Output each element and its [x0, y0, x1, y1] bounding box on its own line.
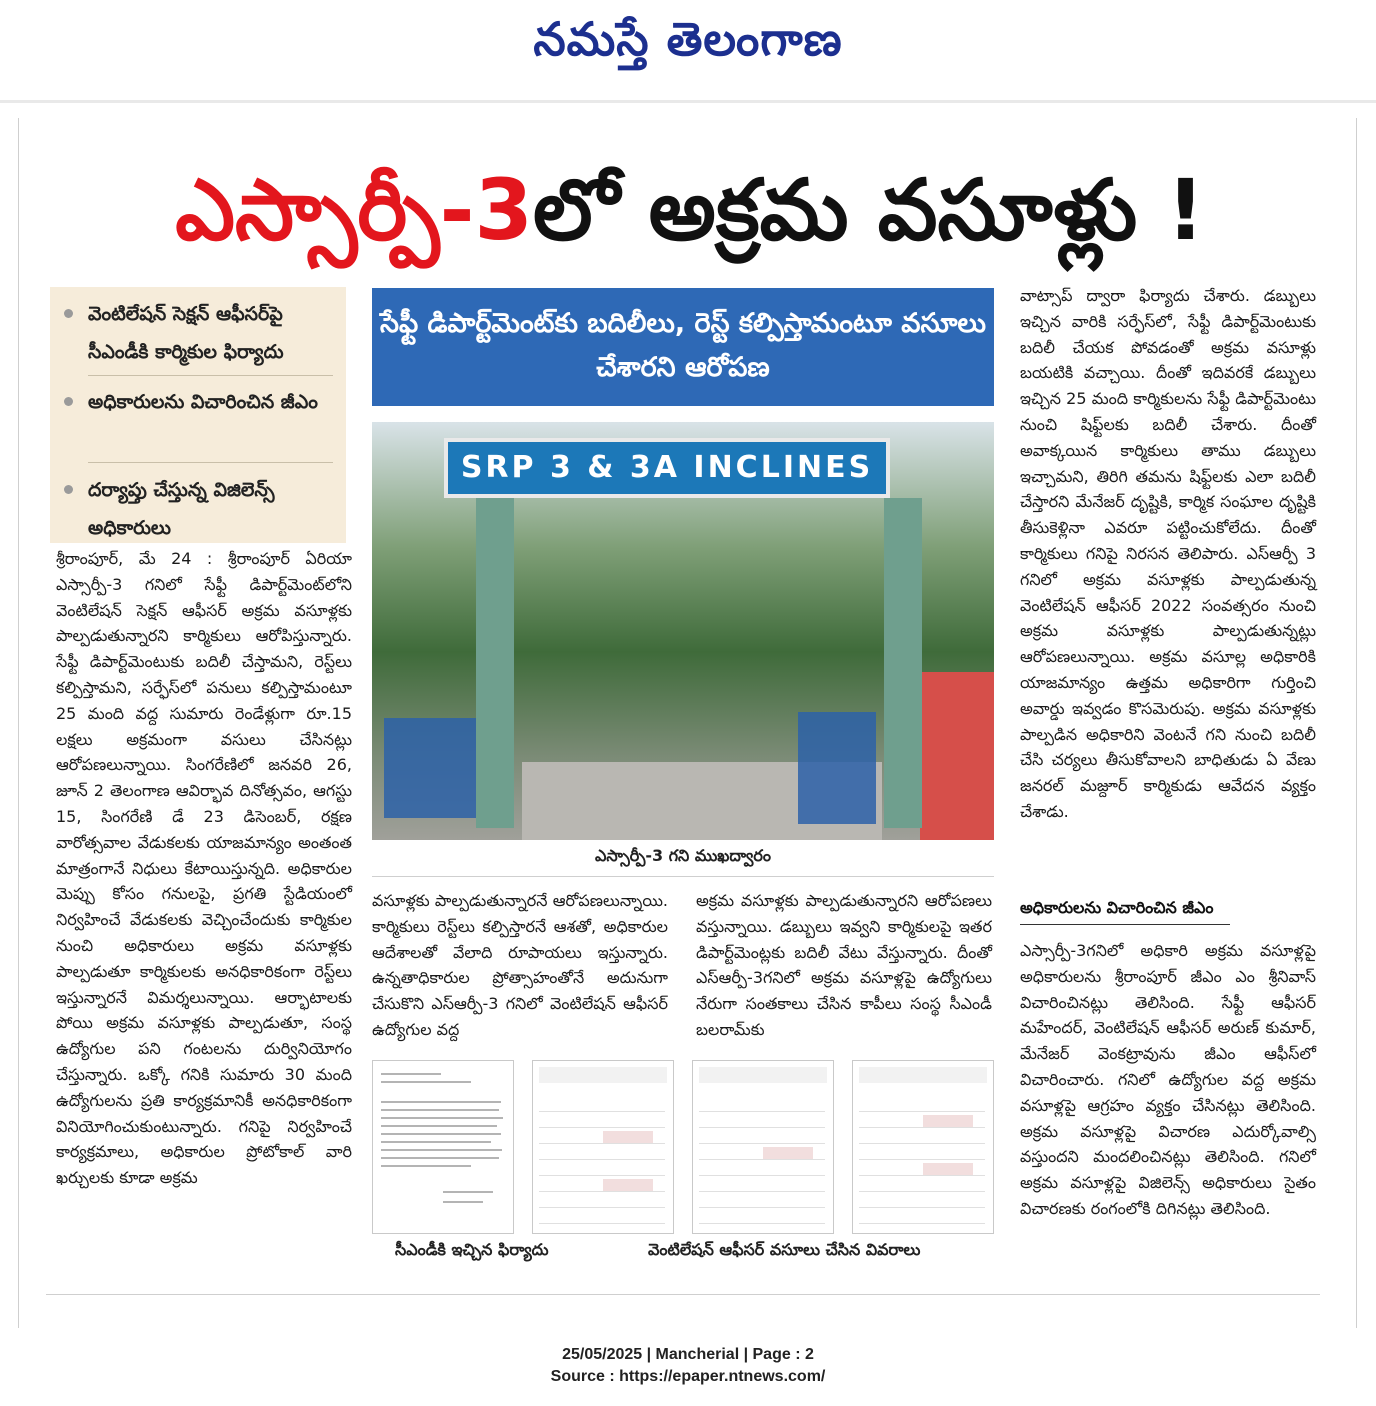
footer-date-edition: 25/05/2025 | Mancherial | Page : 2	[562, 1346, 814, 1363]
doc-row	[699, 1213, 825, 1224]
mine-entrance-photo	[372, 422, 994, 840]
page-border-left	[18, 118, 19, 1328]
article-column-4	[1020, 283, 1316, 825]
complaint-letter-image	[372, 1060, 514, 1234]
doc-line	[381, 1133, 501, 1135]
complaint-caption: సీఎండీకి ఇచ్చిన ఫిర్యాదు	[395, 1240, 549, 1259]
article-column-2	[372, 888, 668, 1043]
doc-row	[859, 1149, 985, 1160]
photo-gate-right	[798, 712, 876, 824]
doc-line	[381, 1109, 499, 1111]
section-subheading: అధికారులను విచారించిన జీఎం	[1020, 898, 1214, 917]
headline	[40, 150, 1340, 270]
article-column-1	[56, 546, 352, 1191]
bullet-icon	[64, 309, 73, 318]
doc-line	[381, 1157, 499, 1159]
highlight-text: వెంటిలేషన్ సెక్షన్ ఆఫీసర్‌పై సీఎండీకి కార్మికుల ఫిర్యాదు	[88, 303, 284, 363]
masthead-logo: నమస్తే తెలంగాణ	[533, 12, 843, 66]
doc-row	[539, 1101, 665, 1112]
doc-row	[699, 1181, 825, 1192]
details-caption: వెంటిలేషన్ ఆఫీసర్ వసూలు చేసిన వివరాలు	[648, 1240, 921, 1259]
doc-row	[859, 1181, 985, 1192]
photo-pillar-left	[476, 498, 514, 828]
article-paragraph: వాట్సాప్ ద్వారా ఫిర్యాదు చేశారు. డబ్బులు ఇచ్చిన వారికి సర్ఫేస్‌లో, సేఫ్టీ డిపార్ట్‌మెంటుకు బదిలీ చేయక పోవడంతో అక్రమ వసూళ్లు బయటికి వచ్చాయి. దీంతో ఇదివరకే డబ్బులు ఇచ్చిన 25 మంది కార్మికులను సేఫ్టీ డిపార్ట్‌మెంటు నుంచి షిఫ్ట్‌లకు బదిలీ చేశారు. దీంతో అవాక్కయిన కార్మికులు తాము డబ్బులు ఇచ్చామని, తిరిగి తమను షిఫ్ట్‌లకు ఎలా బదిలీ చేస్తారని మేనేజర్ దృష్టికి, కార్మిక సంఘాల దృష్టికి తీసుకెళ్లినా ఎవరూ పట్టించుకోలేదు. దీంతో కార్మికులు గనిపై నిరసన తెలిపారు. ఎస్ఆర్పీ 3 గనిలో అక్రమ వసూళ్లకు పాల్పడుతున్న వెంటిలేషన్ ఆఫీసర్ 2022 సంవత్సరం నుంచి అక్రమ వసూళ్లకు పాల్పడుతున్నట్లు ఆరోపణలున్నాయి. అక్రమ వసూల్ల అధికారికి యాజమాన్యం ఉత్తమ అధికారిగా గుర్తించి అవార్డు ఇవ్వడం కొసమెరుపు. అక్రమ వసూళ్లకు పాల్పడిన అధికారిని వెంటనే గని నుంచి బదిలీ చేసి చర్యలు తీసుకోవాలని బాధితుడు ఏ వేణు జనరల్ మజ్దూర్ కార్మికుడు ఆవేదన వ్యక్తం చేశాడు.	[1020, 286, 1316, 821]
doc-row	[699, 1165, 825, 1176]
doc-header	[859, 1067, 987, 1083]
doc-row	[539, 1197, 665, 1208]
doc-line	[443, 1191, 493, 1193]
statement-table-image	[692, 1060, 834, 1234]
photo-pillar-right	[884, 498, 922, 828]
doc-row	[859, 1213, 985, 1224]
doc-row	[539, 1213, 665, 1224]
doc-row	[539, 1149, 665, 1160]
article-paragraph: శ్రీరాంపూర్, మే 24 : శ్రీరాంపూర్ ఏరియా ఎస్సార్పీ-3 గనిలో సేఫ్టీ డిపార్ట్‌మెంట్‌లోని వెంటిలేషన్ సెక్షన్ ఆఫీసర్ అక్రమ వసూళ్లకు పాల్పడుతున్నారని కార్మికులు ఆరోపిస్తున్నారు. సేఫ్టీ డిపార్ట్‌మెంటుకు బదిలీ చేస్తామని, రెస్ట్‌లు కల్పిస్తామని, సర్ఫేస్‌లో పనులు కల్పిస్తామంటూ 25 మంది వద్ద సుమారు రెండేళ్లుగా రూ.15 లక్షలు అక్రమంగా వసులు చేసినట్లు ఆరోపణలున్నాయి. సింగరేణిలో జనవరి 26, జూన్ 2 తెలంగాణ ఆవిర్భావ దినోత్సవం, ఆగస్టు 15, సింగరేణి డే 23 డిసెంబర్, రక్షణ వారోత్సవాల వేడుకలకు యాజమాన్యం అంతంత మాత్రంగానే నిధులు కేటాయిస్తున్నది. అధికారుల మెప్పు కోసం గనులపై, ప్రగతి స్టేడియంలో నిర్వహించే వేడుకలకు వెచ్చించేందుకు కార్మికుల నుంచి అధికారులు అక్రమ వసూళ్లకు పాల్పడుతూ కార్మికులకు అనధికారికంగా రెస్ట్‌లు ఇస్తున్నారనే విమర్శలున్నాయి. ఆర్భాటాలకు పోయి అక్రమ వసూళ్లకు పాల్పడుతూ, సంస్థ ఉద్యోగుల పని గంటలను దుర్వినియోగం చేస్తున్నారు. ఒక్కో గనికి సుమారు 30 మంది ఉద్యోగులను ప్రతి కార్యక్రమానికీ అనధికారికంగా వినియోగించుకుంటున్నారు. గనిపై నిర్వహించే కార్యక్రమాలు, అధికారుల ప్రోటోకాల్ వారి ఖర్చులకు కూడా అక్రమ	[56, 549, 352, 1188]
doc-line	[381, 1117, 503, 1119]
doc-line	[381, 1081, 471, 1083]
page-border-right	[1356, 118, 1357, 1328]
highlight-text: అధికారులను విచారించిన జీఎం	[88, 391, 318, 413]
doc-line	[381, 1165, 471, 1167]
subheading-underline	[1020, 924, 1230, 925]
doc-line	[443, 1201, 483, 1203]
doc-row	[699, 1101, 825, 1112]
highlights-box	[50, 287, 346, 543]
doc-header	[539, 1067, 667, 1083]
photo-arch-sign	[444, 438, 890, 498]
article-paragraph: అక్రమ వసూళ్లకు పాల్పడుతున్నారని ఆరోపణలు వస్తున్నాయి. డబ్బులు ఇవ్వని కార్మికులపై ఇతర డిపార్ట్‌మెంట్లకు బదిలీ వేటు వేస్తున్నారు. దీంతో ఎస్ఆర్పీ-3గనిలో అక్రమ వసూళ్లపై ఉద్యోగులు నేరుగా సంతకాలు చేసిన కాపీలు సంస్థ సీఎండీ బలరామ్‌కు	[696, 891, 992, 1039]
arch-sign-text: SRP 3 & 3A INCLINES	[460, 450, 874, 485]
doc-row	[539, 1133, 665, 1144]
doc-header	[699, 1067, 827, 1083]
photo-building	[920, 672, 994, 840]
headline-part1: ఎస్సార్పీ-3	[175, 161, 533, 259]
highlight-divider	[88, 375, 333, 376]
statement-table-image	[852, 1060, 994, 1234]
caption-divider	[372, 876, 994, 877]
statement-table-image	[532, 1060, 674, 1234]
article-column-5	[1020, 938, 1316, 1222]
doc-line	[381, 1125, 497, 1127]
article-paragraph: ఎస్సార్పీ-3గనిలో అధికారి అక్రమ వసూళ్లపై అధికారులను శ్రీరాంపూర్ జీఎం ఎం శ్రీనివాస్ విచారించినట్లు తెలిసింది. సేఫ్టీ ఆఫీసర్ మహేందర్, వెంటిలేషన్ ఆఫీసర్ అరుణ్ కుమార్, మేనేజర్ వెంకట్రావును జీఎం ఆఫీస్‌లో విచారించారు. గనిలో ఉద్యోగుల వద్ద అక్రమ వసూళ్లపై ఆగ్రహం వ్యక్తం చేసినట్లు తెలిసింది. అక్రమ వసూళ్లపై విచారణ ఎదుర్కోవాల్సి వస్తుందని మందలించినట్లు తెలిసింది. గనిలో అక్రమ వసూళ్లపై విజిలెన్స్ అధికారులు సైతం విచారణకు రంగంలోకి దిగినట్లు తెలిసింది.	[1020, 941, 1316, 1218]
footer-source: Source : https://epaper.ntnews.com/	[550, 1368, 826, 1385]
doc-row	[859, 1133, 985, 1144]
doc-row	[539, 1181, 665, 1192]
bottom-divider	[46, 1294, 1320, 1295]
doc-row	[859, 1197, 985, 1208]
article-paragraph: వసూళ్లకు పాల్పడుతున్నారనే ఆరోపణలున్నాయి. కార్మికులు రెస్ట్‌లు కల్పిస్తారనే ఆశతో, అధికారుల ఆదేశాలతో వేలాది రూపాయలు ఇస్తున్నారు. ఉన్నతాధికారుల ప్రోత్సాహంతోనే అదునుగా చేసుకొని ఎస్ఆర్పీ-3 గనిలో వెంటిలేషన్ ఆఫీసర్ ఉద్యోగుల వద్ద	[372, 891, 668, 1039]
doc-row	[699, 1117, 825, 1128]
bullet-icon	[64, 397, 73, 406]
headline-part2: లో అక్రమ వసూళ్లు !	[532, 161, 1205, 259]
subheadline-banner: సేఫ్టీ డిపార్ట్‌మెంట్‌కు బదిలీలు, రెస్ట్ కల్పిస్తామంటూ వసూలు చేశారని ఆరోపణ	[372, 288, 994, 406]
doc-row	[859, 1101, 985, 1112]
doc-line	[381, 1101, 501, 1103]
doc-row	[699, 1149, 825, 1160]
article-column-3	[696, 888, 992, 1043]
doc-line	[381, 1073, 441, 1075]
masthead-divider	[0, 100, 1376, 103]
highlight-divider	[88, 462, 333, 463]
doc-row	[539, 1117, 665, 1128]
doc-line	[381, 1141, 491, 1143]
doc-line	[381, 1149, 502, 1151]
doc-row	[859, 1117, 985, 1128]
doc-row	[699, 1133, 825, 1144]
bullet-icon	[64, 485, 73, 494]
doc-row	[699, 1197, 825, 1208]
photo-caption: ఎస్సార్పీ-3 గని ముఖద్వారం	[595, 846, 771, 865]
highlight-text: దర్యాప్తు చేస్తున్న విజిలెన్స్ అధికారులు	[88, 479, 275, 539]
doc-row	[859, 1165, 985, 1176]
doc-row	[539, 1165, 665, 1176]
